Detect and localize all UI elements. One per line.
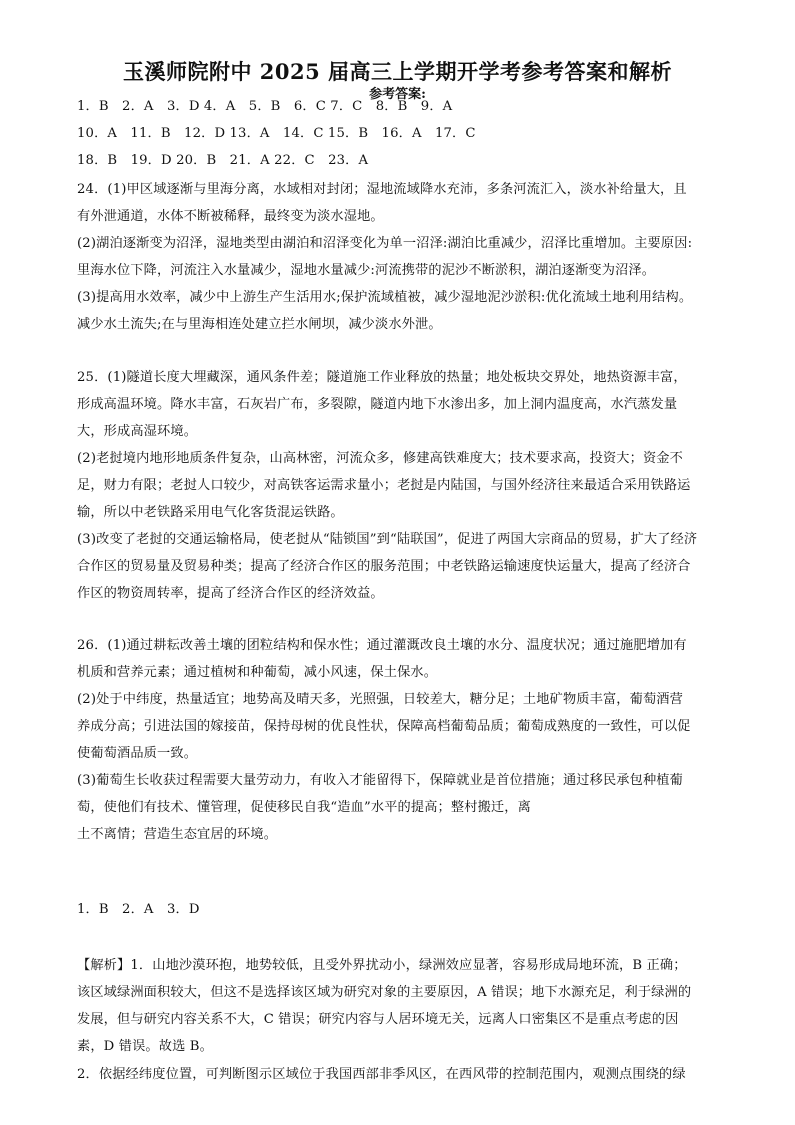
answer-row: 18．B 19．D 20．B 21．A 22．C 23．A — [77, 153, 369, 168]
answer-row: 10．A 11．B 12．D 13．A 14．C 15．B 16．A 17．C — [77, 126, 476, 141]
analysis-line: 该区域绿洲面积较大，但这不是选择该区域为研究对象的主要原因，A 错误；地下水源充足，利于绿洲的 — [77, 985, 692, 1000]
q25-line: (3)改变了老挝的交通运输格局，使老挝从“陆锁国”到“陆联国”，促进了两国大宗商品的贸易，扩大了经济 — [77, 532, 698, 547]
q26-line: 机质和营养元素；通过植树和种葡萄，减小风速，保土保水。 — [77, 665, 438, 680]
document-title: 玉溪师院附中 2025 届高三上学期开学考参考答案和解析 — [122, 59, 673, 84]
q24-line: 有外泄通道，水体不断被稀释，最终变为淡水湿地。 — [77, 209, 384, 224]
q26-line: (2)处于中纬度，热量适宜；地势高及晴天多，光照强，日较差大，糖分足；土地矿物质丰富，葡萄酒营 — [77, 692, 683, 707]
analysis-line: 2．依据经纬度位置，可判断图示区域位于我国西部非季风区，在西风带的控制范围内，观测点围绕的绿 — [77, 1067, 686, 1082]
q25-line: 作区的物资周转率，提高了经济合作区的经济效益。 — [77, 586, 384, 601]
q26-line: (3)葡萄生长收获过程需要大量劳动力，有收入才能留得下，保障就业是首位措施；通过移民承包种植葡 — [77, 773, 683, 788]
q24-line: 24．(1)甲区域逐渐与里海分离，水域相对封闭；湿地流域降水充沛，多条河流汇入，淡水补给量大，且 — [77, 182, 687, 197]
q26-line: 使葡萄酒品质一致。 — [77, 746, 198, 761]
analysis-line: 素，D 错误。故选 B。 — [77, 1039, 213, 1054]
q25-line: 大，形成高湿环境。 — [77, 424, 198, 439]
q24-line: (2)湖泊逐渐变为沼泽，湿地类型由湖泊和沼泽变化为单一沼泽:湖泊比重减少，沼泽比重增加。主要原因: — [77, 236, 693, 251]
q25-line: (2)老挝境内地形地质条件复杂，山高林密，河流众多，修建高铁难度大；技术要求高，投资大；资金不 — [77, 451, 683, 466]
q24-line: (3)提高用水效率，减少中上游生产生活用水;保护流域植被，减少湿地泥沙淤积:优化流域土地利用结构。 — [77, 290, 693, 305]
analysis-line: 发展，但与研究内容关系不大，C 错误；研究内容与人居环境无关，远离人口密集区不是重点考虑的因 — [77, 1012, 679, 1027]
q25-line: 足，财力有限；老挝人口较少，对高铁客运需求量小；老挝是内陆国，与国外经济往来最适合采用铁路运 — [77, 478, 691, 493]
analysis-line: 【解析】1．山地沙漠环抱，地势较低，且受外界扰动小，绿洲效应显著，容易形成局地环流，B 正确； — [77, 958, 687, 973]
q25-line: 合作区的贸易量及贸易种类；提高了经济合作区的服务范围；中老铁路运输速度快运量大，提高了经济合 — [77, 559, 691, 574]
answer-row: 1．B 2．A 3．D 4．A 5．B 6．C 7．C 8．B 9．A — [77, 99, 453, 114]
q25-line: 输，所以中老铁路采用电气化客货混运铁路。 — [77, 505, 344, 520]
answers-heading: 参考答案: — [369, 87, 426, 102]
q25-line: 形成高温环境。降水丰富，石灰岩广布，多裂隙，隧道内地下水渗出多，加上洞内温度高，水汽蒸发量 — [77, 397, 678, 412]
q24-line: 里海水位下降，河流注入水量减少，湿地水量减少:河流携带的泥沙不断淤积，湖泊逐渐变为沼泽。 — [77, 263, 656, 278]
q26-line: 26．(1)通过耕耘改善土壤的团粒结构和保水性；通过灌溉改良土壤的水分、温度状况；通过施肥增加有 — [77, 638, 687, 653]
q24-line: 减少水土流失;在与里海相连处建立拦水闸坝，减少淡水外泄。 — [77, 317, 442, 332]
q26-line: 萄，使他们有技术、懂管理，促使移民自我“造血”水平的提高；整村搬迁，离 — [77, 800, 531, 815]
q26-line: 土不离情；营造生态宜居的环境。 — [77, 827, 278, 842]
q26-line: 养成分高；引进法国的嫁接苗，保持母树的优良性状，保障高档葡萄品质；葡萄成熟度的一致性，可以促 — [77, 719, 691, 734]
repeat-answers: 1．B 2．A 3．D — [77, 902, 200, 917]
q25-line: 25．(1)隧道长度大埋藏深，通风条件差；隧道施工作业释放的热量；地处板块交界处，地热资源丰富， — [77, 370, 687, 385]
